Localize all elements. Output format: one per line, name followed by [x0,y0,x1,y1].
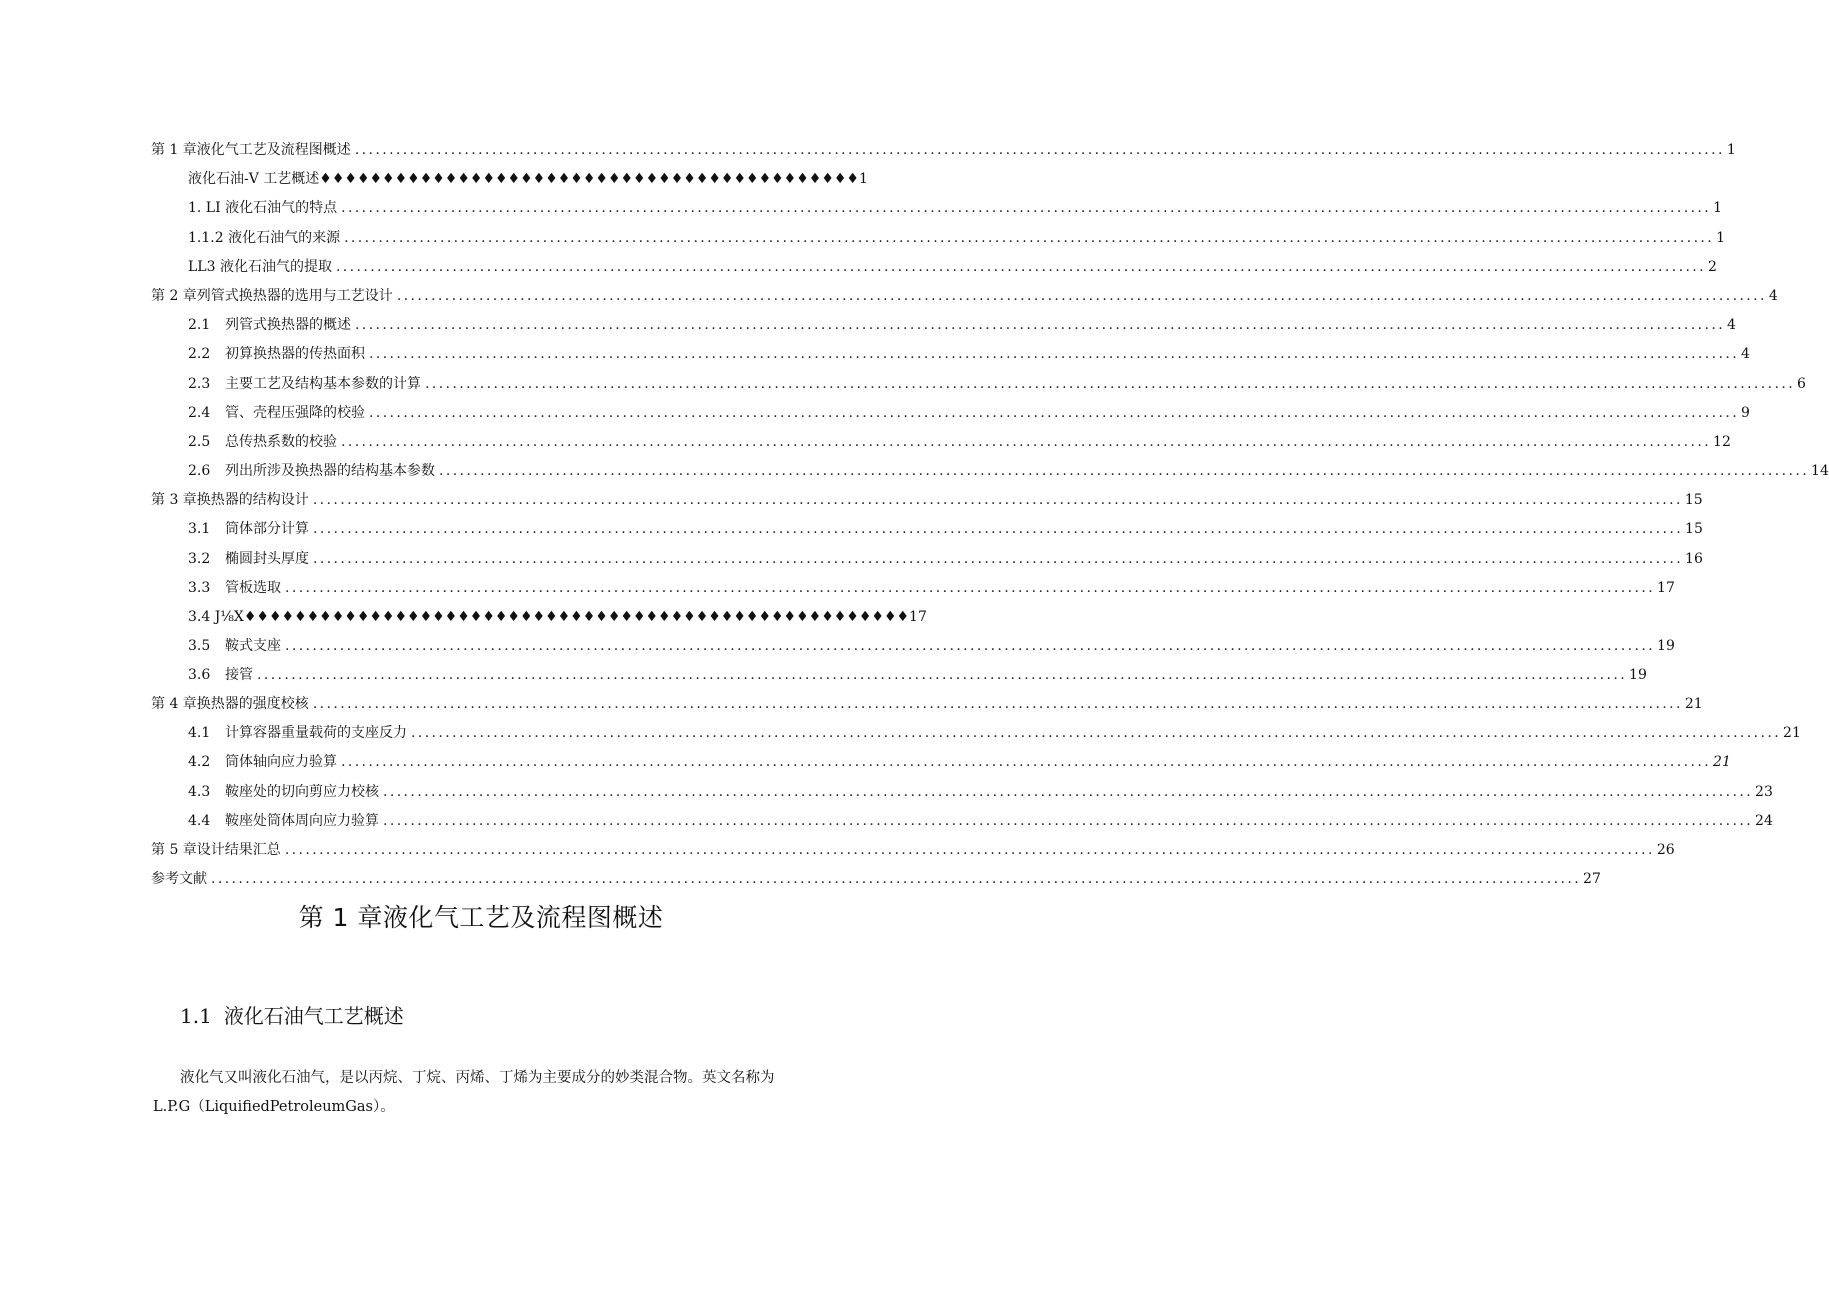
toc-entry-title: 总传热系数的校验 [225,434,337,450]
toc-page-number: 12 [1713,434,1731,450]
toc-section-number: 2.3 [188,376,211,392]
paragraph-line-2: L.P.G（LiquifiedPetroleumGas）。 [153,1099,395,1115]
toc-section-number: 3.2 [188,551,211,567]
toc-page-number: 15 [1684,492,1703,508]
toc-page-number: 21 [1713,754,1731,770]
toc-entry-title: 鞍座处的切向剪应力校核 [225,784,379,800]
toc-row [188,811,1773,831]
toc-entry-title: LL3 液化石油气的提取 [188,259,332,275]
toc-page-number: 19 [1657,638,1675,654]
toc-page-number: 4 [1727,317,1736,333]
toc-entry-title: 列管式换热器的概述 [225,317,351,333]
toc-row [188,403,1750,423]
toc-section-number: 3.5 [188,638,211,654]
toc-page-number: 4 [1768,288,1778,304]
toc-row-garbled: 液化石油-V 工艺概述♦♦♦♦♦♦♦♦♦♦♦♦♦♦♦♦♦♦♦♦♦♦♦♦♦♦♦♦♦♦♦♦♦♦♦♦♦♦♦♦♦♦♦1 [188,171,868,187]
toc-page-number: 1 [1726,142,1736,158]
toc-row [188,578,1675,598]
toc-row [188,315,1736,335]
toc-row [188,636,1675,656]
toc-row [151,840,1675,860]
toc-dot-leader: ........................................................................................................................................................................................................ [355,317,1726,333]
section-title: 液化石油气工艺概述 [223,1004,404,1028]
paragraph-line-1: 液化气又叫液化石油气，是以丙烷、丁烷、丙烯、丁烯为主要成分的妙类混合物。英文名称为 [180,1070,775,1086]
toc-entry-title: 列出所涉及换热器的结构基本参数 [225,463,435,479]
toc-entry-title: 椭圆封头厚度 [225,551,309,567]
toc-entry-title: 第 4 章换热器的强度校核 [151,696,309,712]
toc-entry-title: 主要工艺及结构基本参数的计算 [225,376,421,392]
toc-row [151,694,1703,714]
toc-dot-leader: ........................................................................................................................................................................................................ [425,376,1796,392]
toc-dot-leader: ........................................................................................................................................................................................................ [344,230,1715,246]
toc-row [188,723,1801,743]
toc-page-number: 16 [1685,551,1703,567]
toc-page-number: 2 [1708,259,1717,275]
toc-section-number: 4.3 [188,784,211,800]
toc-page-number: 19 [1629,667,1647,683]
toc-dot-leader: ........................................................................................................................................................................................................ [354,142,1725,158]
toc-entry-title: 筒体部分计算 [225,521,309,537]
toc-page-number: 6 [1797,376,1806,392]
toc-page-number: 23 [1755,784,1773,800]
toc-section-number: 3.3 [188,580,211,596]
toc-section-number: 4.2 [188,754,211,770]
toc-dot-leader: ........................................................................................................................................................................................................ [257,667,1628,683]
toc-section-number: 3.1 [188,521,211,537]
toc-dot-leader: ........................................................................................................................................................................................................ [335,259,1706,275]
toc-section-number: 2.4 [188,405,211,421]
toc-entry-title: 管、壳程压强降的校验 [225,405,365,421]
toc-row [151,869,1601,889]
toc-dot-leader: ........................................................................................................................................................................................................ [383,813,1754,829]
toc-row [151,286,1778,306]
toc-row [188,228,1726,248]
toc-entry-title: 1. LI 液化石油气的特点 [188,200,338,216]
toc-page-number: 1 [1713,200,1723,216]
toc-dot-leader: ........................................................................................................................................................................................................ [285,580,1656,596]
toc-section-number: 3.6 [188,667,211,683]
toc-dot-leader: ........................................................................................................................................................................................................ [284,842,1655,858]
toc-dot-leader: ........................................................................................................................................................................................................ [396,288,1767,304]
toc-row [188,461,1829,481]
toc-entry-title: 鞍座处筒体周向应力验算 [225,813,379,829]
toc-dot-leader: ........................................................................................................................................................................................................ [312,696,1683,712]
toc-entry-title: 初算换热器的传热面积 [225,346,365,362]
toc-section-number: 2.6 [188,463,211,479]
toc-page-number: 21 [1684,696,1703,712]
toc-row [151,490,1703,510]
toc-page-number: 1 [1716,230,1726,246]
toc-page-number: 27 [1583,871,1601,887]
toc-row [188,782,1773,802]
toc-page-number: 15 [1685,521,1703,537]
toc-section-number: 4.1 [188,725,211,741]
toc-row [188,257,1717,277]
toc-row [188,344,1750,364]
toc-dot-leader: ........................................................................................................................................................................................................ [211,871,1582,887]
toc-page-number: 4 [1741,346,1750,362]
toc-dot-leader: ........................................................................................................................................................................................................ [341,434,1712,450]
toc-dot-leader: ........................................................................................................................................................................................................ [439,463,1810,479]
toc-row-garbled: 3.4 J⅛X♦♦♦♦♦♦♦♦♦♦♦♦♦♦♦♦♦♦♦♦♦♦♦♦♦♦♦♦♦♦♦♦♦♦♦♦♦♦♦♦♦♦♦♦♦♦♦♦♦♦♦♦♦17 [188,609,927,625]
toc-dot-leader: ........................................................................................................................................................................................................ [313,551,1684,567]
toc-row [188,665,1647,685]
toc-dot-leader: ........................................................................................................................................................................................................ [285,638,1656,654]
toc-entry-title: 计算容器重量载荷的支座反力 [225,725,407,741]
toc-dot-leader: ........................................................................................................................................................................................................ [383,784,1754,800]
chapter-title: 第 1 章液化气工艺及流程图概述 [298,903,664,932]
toc-dot-leader: ........................................................................................................................................................................................................ [312,492,1683,508]
toc-dot-leader: ........................................................................................................................................................................................................ [369,405,1740,421]
toc-row [188,432,1731,452]
toc-row [188,752,1731,772]
toc-entry-title: 1.1.2 液化石油气的来源 [188,230,341,246]
section-heading [180,1001,404,1031]
toc-entry-title: 接管 [225,667,253,683]
toc-page-number: 17 [1657,580,1675,596]
toc-section-number: 4.4 [188,813,211,829]
toc-dot-leader: ........................................................................................................................................................................................................ [313,521,1684,537]
toc-entry-title: 管板选取 [225,580,281,596]
toc-dot-leader: ........................................................................................................................................................................................................ [341,200,1712,216]
toc-row [151,140,1736,160]
toc-section-number: 2.1 [188,317,211,333]
toc-dot-leader: ........................................................................................................................................................................................................ [411,725,1782,741]
toc-row [188,549,1703,569]
toc-entry-title: 筒体轴向应力验算 [225,754,337,770]
section-number: 1.1 [180,1004,212,1028]
toc-dot-leader: ........................................................................................................................................................................................................ [369,346,1740,362]
toc-row [188,374,1806,394]
toc-dot-leader: ........................................................................................................................................................................................................ [341,754,1712,770]
toc-section-number: 2.2 [188,346,211,362]
toc-page-number: 24 [1755,813,1773,829]
toc-page-number: 9 [1741,405,1750,421]
toc-entry-title: 鞍式支座 [225,638,281,654]
toc-row [188,519,1703,539]
toc-entry-title: 第 5 章设计结果汇总 [151,842,281,858]
toc-page-number: 21 [1783,725,1801,741]
toc-section-number: 2.5 [188,434,211,450]
toc-entry-title: 第 1 章液化气工艺及流程图概述 [151,142,351,158]
toc-row [188,198,1723,218]
toc-entry-title: 第 2 章列管式换热器的选用与工艺设计 [151,288,393,304]
toc-entry-title: 第 3 章换热器的结构设计 [151,492,309,508]
toc-entry-title: 参考文献 [151,871,207,887]
toc-page-number: 26 [1656,842,1675,858]
toc-page-number: 14 [1811,463,1829,479]
